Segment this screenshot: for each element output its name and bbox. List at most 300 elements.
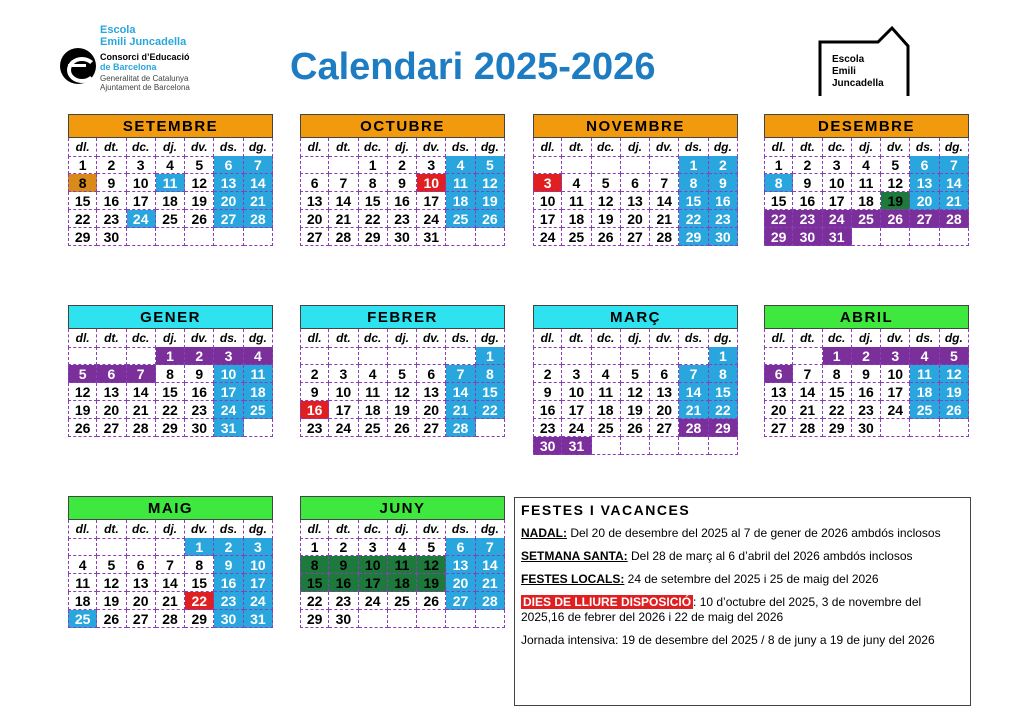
weekday-label: dj. (156, 138, 185, 157)
weekday-label: dl. (533, 138, 562, 157)
month-title: FEBRER (300, 305, 505, 329)
month-title: DESEMBRE (764, 114, 969, 138)
day-cell: 30 (388, 228, 417, 246)
month-gener (68, 305, 273, 437)
day-cell: 26 (68, 419, 97, 437)
day-cell: 19 (621, 401, 650, 419)
empty-cell (185, 228, 214, 246)
weekday-label: ds. (679, 329, 708, 348)
day-cell: 14 (329, 192, 358, 210)
day-cell: 29 (764, 228, 793, 246)
legend-festes-locals (521, 572, 964, 587)
empty-cell (127, 228, 156, 246)
days-grid (300, 347, 505, 437)
day-cell: 4 (852, 156, 881, 174)
day-cell: 2 (388, 156, 417, 174)
day-cell: 20 (446, 574, 475, 592)
empty-cell (709, 437, 738, 455)
day-cell: 6 (446, 538, 475, 556)
day-cell: 21 (446, 401, 475, 419)
holidays-legend (514, 497, 971, 706)
day-cell: 11 (388, 556, 417, 574)
day-cell: 15 (68, 192, 97, 210)
day-cell: 23 (214, 592, 243, 610)
day-cell: 3 (359, 538, 388, 556)
legend-nadal (521, 526, 964, 541)
day-cell: 20 (417, 401, 446, 419)
weekday-label: dl. (68, 329, 97, 348)
empty-cell (300, 347, 329, 365)
day-cell: 1 (300, 538, 329, 556)
day-cell: 14 (446, 383, 475, 401)
weekday-label: dv. (650, 329, 679, 348)
day-cell: 28 (446, 419, 475, 437)
consorci-logo (60, 24, 220, 94)
weekday-label: dt. (97, 138, 126, 157)
day-cell: 24 (244, 592, 273, 610)
day-cell: 27 (300, 228, 329, 246)
month-title: ABRIL (764, 305, 969, 329)
day-cell: 22 (476, 401, 505, 419)
day-cell: 14 (156, 574, 185, 592)
day-cell: 5 (185, 156, 214, 174)
day-cell: 2 (793, 156, 822, 174)
day-cell: 5 (68, 365, 97, 383)
day-cell: 29 (156, 419, 185, 437)
day-cell: 6 (417, 365, 446, 383)
month-title: SETEMBRE (68, 114, 273, 138)
day-cell: 5 (388, 365, 417, 383)
day-cell: 18 (910, 383, 939, 401)
empty-cell (852, 228, 881, 246)
day-cell: 12 (388, 383, 417, 401)
day-cell: 19 (476, 192, 505, 210)
day-cell: 26 (476, 210, 505, 228)
day-cell: 1 (679, 156, 708, 174)
day-cell: 15 (300, 574, 329, 592)
empty-cell (476, 610, 505, 628)
day-cell: 21 (650, 210, 679, 228)
legend-title: FESTES I VACANCES (521, 502, 691, 518)
days-grid (68, 538, 273, 628)
day-cell: 16 (533, 401, 562, 419)
empty-cell (97, 538, 126, 556)
empty-cell (476, 228, 505, 246)
empty-cell (592, 156, 621, 174)
weekday-label: dt. (793, 329, 822, 348)
weekday-label: dl. (533, 329, 562, 348)
empty-cell (650, 156, 679, 174)
month-octubre (300, 114, 505, 246)
day-cell: 6 (214, 156, 243, 174)
day-cell: 25 (592, 419, 621, 437)
day-cell: 24 (329, 419, 358, 437)
day-cell: 2 (329, 538, 358, 556)
days-grid (533, 347, 738, 455)
empty-cell (940, 228, 969, 246)
empty-cell (881, 419, 910, 437)
day-cell: 17 (823, 192, 852, 210)
day-cell: 1 (156, 347, 185, 365)
weekday-label: dj. (156, 520, 185, 539)
day-cell: 9 (793, 174, 822, 192)
day-cell: 21 (476, 574, 505, 592)
weekday-label: dj. (621, 138, 650, 157)
day-cell: 31 (417, 228, 446, 246)
day-cell: 16 (709, 192, 738, 210)
day-cell: 4 (910, 347, 939, 365)
day-cell: 27 (650, 419, 679, 437)
day-cell: 7 (244, 156, 273, 174)
day-cell: 21 (156, 592, 185, 610)
day-cell: 22 (823, 401, 852, 419)
day-cell: 7 (476, 538, 505, 556)
day-cell: 25 (910, 401, 939, 419)
day-cell: 26 (388, 419, 417, 437)
day-cell: 12 (621, 383, 650, 401)
day-cell: 12 (476, 174, 505, 192)
day-cell: 6 (127, 556, 156, 574)
empty-cell (650, 437, 679, 455)
empty-cell (650, 347, 679, 365)
day-cell: 11 (68, 574, 97, 592)
weekday-label: dv. (881, 329, 910, 348)
day-cell: 12 (68, 383, 97, 401)
month-title: JUNY (300, 496, 505, 520)
empty-cell (446, 347, 475, 365)
day-cell: 24 (823, 210, 852, 228)
empty-cell (621, 437, 650, 455)
day-cell: 6 (97, 365, 126, 383)
day-cell: 26 (881, 210, 910, 228)
day-cell: 24 (562, 419, 591, 437)
day-cell: 25 (244, 401, 273, 419)
weekday-label: dg. (476, 329, 505, 348)
weekday-label: dc. (359, 520, 388, 539)
month-title: OCTUBRE (300, 114, 505, 138)
empty-cell (329, 156, 358, 174)
day-cell: 26 (417, 592, 446, 610)
day-cell: 2 (185, 347, 214, 365)
day-cell: 24 (533, 228, 562, 246)
day-cell: 22 (156, 401, 185, 419)
month-abril (764, 305, 969, 437)
day-cell: 14 (244, 174, 273, 192)
day-cell: 21 (793, 401, 822, 419)
day-cell: 30 (793, 228, 822, 246)
month-juny (300, 496, 505, 628)
day-cell: 18 (156, 192, 185, 210)
day-cell: 15 (823, 383, 852, 401)
day-cell: 30 (185, 419, 214, 437)
day-cell: 29 (300, 610, 329, 628)
day-cell: 5 (621, 365, 650, 383)
day-cell: 2 (852, 347, 881, 365)
day-cell: 22 (185, 592, 214, 610)
legend-lliure-disposicio (521, 595, 964, 625)
days-grid (300, 538, 505, 628)
weekday-header-row (764, 329, 969, 347)
day-cell: 3 (881, 347, 910, 365)
day-cell: 12 (881, 174, 910, 192)
weekday-label: dl. (300, 138, 329, 157)
day-cell: 13 (910, 174, 939, 192)
page-title: Calendari 2025-2026 (290, 46, 656, 88)
day-cell: 17 (881, 383, 910, 401)
weekday-label: dv. (650, 138, 679, 157)
day-cell: 6 (650, 365, 679, 383)
weekday-label: ds. (446, 329, 475, 348)
weekday-label: dl. (300, 329, 329, 348)
day-cell: 23 (533, 419, 562, 437)
day-cell: 28 (156, 610, 185, 628)
weekday-label: dg. (709, 138, 738, 157)
month-marc (533, 305, 738, 455)
empty-cell (388, 610, 417, 628)
day-cell: 14 (650, 192, 679, 210)
day-cell: 8 (764, 174, 793, 192)
day-cell: 25 (359, 419, 388, 437)
weekday-label: ds. (214, 329, 243, 348)
day-cell: 28 (793, 419, 822, 437)
day-cell: 10 (127, 174, 156, 192)
weekday-label: ds. (446, 138, 475, 157)
day-cell: 5 (417, 538, 446, 556)
day-cell: 18 (68, 592, 97, 610)
day-cell: 3 (417, 156, 446, 174)
empty-cell (533, 347, 562, 365)
day-cell: 30 (709, 228, 738, 246)
day-cell: 3 (127, 156, 156, 174)
day-cell: 27 (446, 592, 475, 610)
day-cell: 17 (562, 401, 591, 419)
day-cell: 7 (156, 556, 185, 574)
day-cell: 12 (417, 556, 446, 574)
day-cell: 18 (446, 192, 475, 210)
weekday-header-row (300, 329, 505, 347)
weekday-label: dg. (244, 138, 273, 157)
weekday-label: dc. (127, 138, 156, 157)
day-cell: 10 (823, 174, 852, 192)
day-cell: 26 (185, 210, 214, 228)
day-cell: 8 (679, 174, 708, 192)
month-title: NOVEMBRE (533, 114, 738, 138)
day-cell: 4 (562, 174, 591, 192)
weekday-label: dt. (329, 520, 358, 539)
weekday-label: dc. (127, 520, 156, 539)
day-cell: 28 (476, 592, 505, 610)
day-cell: 9 (300, 383, 329, 401)
day-cell: 22 (68, 210, 97, 228)
day-cell: 28 (244, 210, 273, 228)
day-cell: 28 (679, 419, 708, 437)
day-cell: 18 (359, 401, 388, 419)
empty-cell (446, 228, 475, 246)
day-cell: 22 (679, 210, 708, 228)
day-cell: 21 (679, 401, 708, 419)
day-cell: 15 (764, 192, 793, 210)
day-cell: 5 (940, 347, 969, 365)
day-cell: 23 (709, 210, 738, 228)
day-cell: 14 (476, 556, 505, 574)
weekday-label: ds. (679, 138, 708, 157)
empty-cell (97, 347, 126, 365)
day-cell: 10 (417, 174, 446, 192)
weekday-label: dg. (476, 138, 505, 157)
weekday-header-row (300, 520, 505, 538)
day-cell: 25 (446, 210, 475, 228)
empty-cell (881, 228, 910, 246)
weekday-label: dl. (764, 138, 793, 157)
school-logo-line-3: Juncadella (832, 78, 884, 89)
weekday-label: dg. (476, 520, 505, 539)
empty-cell (940, 419, 969, 437)
day-cell: 29 (709, 419, 738, 437)
day-cell: 23 (185, 401, 214, 419)
day-cell: 7 (793, 365, 822, 383)
day-cell: 19 (185, 192, 214, 210)
day-cell: 3 (533, 174, 562, 192)
weekday-label: ds. (446, 520, 475, 539)
day-cell: 23 (388, 210, 417, 228)
day-cell: 25 (388, 592, 417, 610)
month-title: MARÇ (533, 305, 738, 329)
day-cell: 4 (592, 365, 621, 383)
day-cell: 27 (621, 228, 650, 246)
day-cell: 10 (244, 556, 273, 574)
month-title: GENER (68, 305, 273, 329)
day-cell: 12 (592, 192, 621, 210)
day-cell: 13 (300, 192, 329, 210)
empty-cell (476, 419, 505, 437)
day-cell: 11 (359, 383, 388, 401)
empty-cell (359, 347, 388, 365)
day-cell: 11 (562, 192, 591, 210)
day-cell: 22 (359, 210, 388, 228)
day-cell: 23 (300, 419, 329, 437)
weekday-label: dl. (68, 138, 97, 157)
day-cell: 17 (329, 401, 358, 419)
day-cell: 11 (446, 174, 475, 192)
weekday-label: dv. (417, 329, 446, 348)
day-cell: 27 (417, 419, 446, 437)
logo-line-ajuntament: Ajuntament de Barcelona (100, 83, 190, 92)
weekday-label: dc. (359, 329, 388, 348)
day-cell: 15 (185, 574, 214, 592)
empty-cell (793, 347, 822, 365)
day-cell: 12 (185, 174, 214, 192)
legend-nadal-text: Del 20 de desembre del 2025 al 7 de gener de 2026 ambdós inclosos (567, 526, 941, 540)
legend-jornada-text: 19 de desembre del 2025 / 8 de juny a 19 de juny del 2026 (621, 633, 935, 647)
day-cell: 27 (764, 419, 793, 437)
day-cell: 14 (940, 174, 969, 192)
weekday-label: dg. (244, 329, 273, 348)
empty-cell (244, 419, 273, 437)
days-grid (764, 347, 969, 437)
empty-cell (329, 347, 358, 365)
empty-cell (127, 347, 156, 365)
day-cell: 4 (68, 556, 97, 574)
day-cell: 25 (68, 610, 97, 628)
day-cell: 4 (244, 347, 273, 365)
empty-cell (592, 437, 621, 455)
empty-cell (417, 347, 446, 365)
weekday-label: dt. (97, 520, 126, 539)
day-cell: 13 (621, 192, 650, 210)
day-cell: 19 (940, 383, 969, 401)
day-cell: 10 (881, 365, 910, 383)
day-cell: 8 (359, 174, 388, 192)
day-cell: 27 (127, 610, 156, 628)
empty-cell (300, 156, 329, 174)
day-cell: 16 (97, 192, 126, 210)
weekday-label: dj. (388, 138, 417, 157)
day-cell: 3 (562, 365, 591, 383)
month-novembre (533, 114, 738, 246)
day-cell: 31 (562, 437, 591, 455)
day-cell: 12 (97, 574, 126, 592)
day-cell: 16 (793, 192, 822, 210)
day-cell: 29 (68, 228, 97, 246)
weekday-label: dg. (940, 329, 969, 348)
day-cell: 17 (127, 192, 156, 210)
day-cell: 22 (709, 401, 738, 419)
day-cell: 1 (185, 538, 214, 556)
weekday-label: dc. (823, 138, 852, 157)
weekday-header-row (68, 520, 273, 538)
day-cell: 17 (359, 574, 388, 592)
day-cell: 10 (214, 365, 243, 383)
day-cell: 23 (852, 401, 881, 419)
day-cell: 4 (388, 538, 417, 556)
day-cell: 24 (417, 210, 446, 228)
weekday-label: dv. (881, 138, 910, 157)
weekday-label: ds. (214, 138, 243, 157)
weekday-label: dt. (97, 329, 126, 348)
month-maig (68, 496, 273, 628)
weekday-label: dt. (329, 138, 358, 157)
day-cell: 7 (446, 365, 475, 383)
day-cell: 1 (823, 347, 852, 365)
day-cell: 30 (214, 610, 243, 628)
weekday-label: dc. (359, 138, 388, 157)
day-cell: 7 (679, 365, 708, 383)
day-cell: 17 (244, 574, 273, 592)
empty-cell (679, 437, 708, 455)
weekday-label: ds. (910, 138, 939, 157)
day-cell: 26 (592, 228, 621, 246)
days-grid (300, 156, 505, 246)
day-cell: 20 (650, 401, 679, 419)
empty-cell (127, 538, 156, 556)
day-cell: 11 (156, 174, 185, 192)
weekday-label: dj. (388, 520, 417, 539)
day-cell: 26 (940, 401, 969, 419)
day-cell: 16 (185, 383, 214, 401)
day-cell: 15 (359, 192, 388, 210)
day-cell: 24 (881, 401, 910, 419)
legend-festes-key: FESTES LOCALS: (521, 572, 625, 586)
weekday-label: dj. (388, 329, 417, 348)
legend-setmana-santa (521, 549, 964, 564)
day-cell: 7 (127, 365, 156, 383)
day-cell: 31 (214, 419, 243, 437)
weekday-label: dv. (185, 329, 214, 348)
day-cell: 5 (476, 156, 505, 174)
day-cell: 25 (562, 228, 591, 246)
day-cell: 21 (244, 192, 273, 210)
day-cell: 20 (621, 210, 650, 228)
